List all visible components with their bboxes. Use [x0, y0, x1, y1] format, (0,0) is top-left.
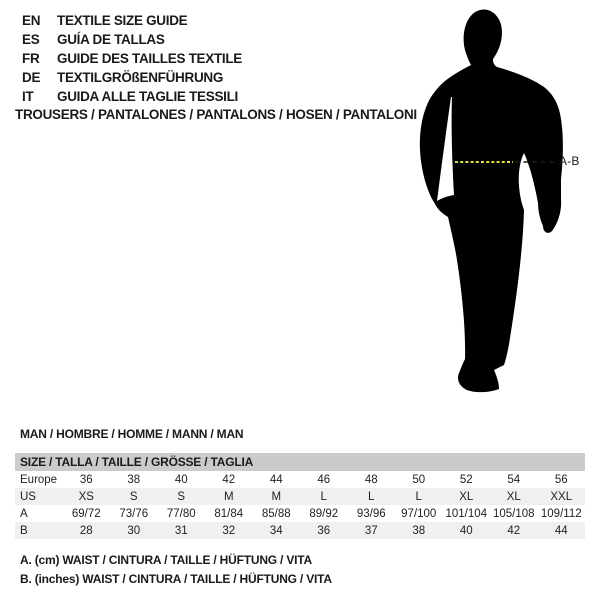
- table-row-b-inches: [15, 522, 585, 539]
- size-cell: 38: [412, 524, 426, 537]
- size-cell: 36: [79, 473, 93, 486]
- size-cell: 44: [269, 473, 283, 486]
- language-title: TEXTILE SIZE GUIDE: [57, 13, 188, 28]
- size-cell: 46: [317, 473, 331, 486]
- table-row-europe: [15, 471, 585, 488]
- size-cell: 38: [127, 473, 141, 486]
- size-cell: 32: [222, 524, 236, 537]
- measure-label-ab: A-B: [559, 154, 580, 168]
- size-cell: L: [320, 490, 327, 503]
- table-row-a-cm: [15, 505, 585, 522]
- size-cell: M: [271, 490, 282, 503]
- size-cell: 37: [364, 524, 378, 537]
- language-code: ES: [22, 32, 40, 47]
- language-row-en: [22, 11, 242, 30]
- size-cell: 44: [554, 524, 568, 537]
- footnote-b-inches: B. (inches) WAIST / CINTURA / TAILLE / HÜFTUNG / VITA: [20, 571, 332, 586]
- size-cell: XXL: [550, 490, 573, 503]
- language-row-it: [22, 87, 242, 106]
- size-cell: 31: [174, 524, 188, 537]
- measure-footnotes: [20, 551, 332, 588]
- man-silhouette-figure: [410, 2, 595, 402]
- language-code: IT: [22, 89, 34, 104]
- size-cell: 40: [459, 524, 473, 537]
- size-cell: 81/84: [214, 507, 244, 520]
- size-cell: 30: [127, 524, 141, 537]
- row-label-europe: Europe: [20, 473, 58, 486]
- row-label-b: B: [20, 524, 28, 537]
- size-cell: 52: [459, 473, 473, 486]
- language-row-fr: [22, 49, 242, 68]
- language-title: GUÍA DE TALLAS: [57, 32, 165, 47]
- row-label-a: A: [20, 507, 28, 520]
- size-cell: XL: [459, 490, 474, 503]
- size-cell: 85/88: [261, 507, 291, 520]
- size-cell: 34: [269, 524, 283, 537]
- language-row-es: [22, 30, 242, 49]
- size-cell: 28: [79, 524, 93, 537]
- category-heading: TROUSERS / PANTALONES / PANTALONS / HOSEN / PANTALONI: [15, 107, 417, 122]
- language-code: DE: [22, 70, 41, 85]
- footnote-a-cm: A. (cm) WAIST / CINTURA / TAILLE / HÜFTUNG / VITA: [20, 553, 312, 567]
- size-cell: 105/108: [492, 507, 535, 520]
- size-cell: 50: [412, 473, 426, 486]
- size-cell: XS: [78, 490, 94, 503]
- size-cell: 36: [317, 524, 331, 537]
- size-cell: 109/112: [540, 507, 582, 520]
- size-cell: 42: [507, 524, 521, 537]
- language-title: GUIDA ALLE TAGLIE TESSILI: [57, 89, 238, 104]
- language-title: TEXTILGRÖßENFÜHRUNG: [57, 70, 224, 85]
- size-cell: L: [415, 490, 422, 503]
- size-cell: 89/92: [309, 507, 339, 520]
- language-list: [22, 11, 242, 106]
- language-title: GUIDE DES TAILLES TEXTILE: [57, 51, 243, 66]
- size-cell: 40: [174, 473, 188, 486]
- size-cell: 97/100: [401, 507, 437, 520]
- size-cell: S: [129, 490, 138, 503]
- size-cell: 101/104: [445, 507, 488, 520]
- language-code: EN: [22, 13, 41, 28]
- language-code: FR: [22, 51, 40, 66]
- language-row-de: [22, 68, 242, 87]
- row-label-us: US: [20, 490, 36, 503]
- size-table: [15, 453, 585, 539]
- size-cell: 69/72: [71, 507, 101, 520]
- size-cell: 42: [222, 473, 236, 486]
- size-cell: 93/96: [356, 507, 386, 520]
- size-table-header: SIZE / TALLA / TAILLE / GRÖSSE / TAGLIA: [15, 453, 585, 471]
- size-cell: XL: [506, 490, 521, 503]
- size-cell: 77/80: [166, 507, 196, 520]
- size-cell: S: [177, 490, 186, 503]
- size-cell: 56: [554, 473, 568, 486]
- size-cell: 73/76: [119, 507, 149, 520]
- man-silhouette-shape: [420, 9, 563, 392]
- size-cell: M: [223, 490, 234, 503]
- gender-heading: MAN / HOMBRE / HOMME / MANN / MAN: [20, 427, 244, 441]
- size-cell: L: [368, 490, 375, 503]
- size-cell: 54: [507, 473, 521, 486]
- table-row-us: [15, 488, 585, 505]
- size-table-header-row: [15, 453, 585, 471]
- size-cell: 48: [364, 473, 378, 486]
